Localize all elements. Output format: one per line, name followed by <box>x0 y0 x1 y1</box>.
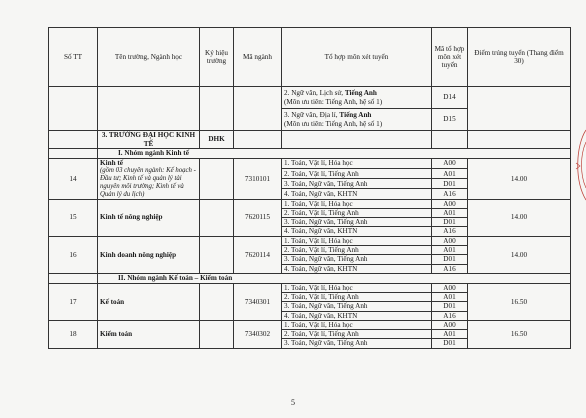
header-stt: Số TT <box>49 28 98 87</box>
subject-combo: 2. Toán, Vật lí, Tiếng Anh <box>282 245 432 254</box>
subject-combo: 3. Toán, Ngữ văn, Tiếng Anh <box>282 218 432 227</box>
combo-code: D01 <box>432 302 468 311</box>
cutoff-score: 14.00 <box>468 159 571 200</box>
subject-combo: 3. Ngữ văn, Địa lí, Tiếng Anh (Môn ưu tiên: Tiếng Anh, hệ số 1) <box>282 109 432 131</box>
header-row <box>49 28 571 87</box>
combo-code: A01 <box>432 169 468 179</box>
major-name-cell <box>98 236 200 273</box>
combo-code: D01 <box>432 339 468 348</box>
major-stt: 18 <box>49 320 98 348</box>
major-name: Kinh doanh nông nghiệp <box>100 250 177 259</box>
major-note: (gồm 03 chuyên ngành: Kế hoạch - Đầu tư; Kinh tế và quản lý tài nguyên môi trường; Kinh tế và Quản lý du lịch) <box>100 167 196 198</box>
combo-code: A16 <box>432 189 468 199</box>
subject-combo: 1. Toán, Vật lí, Hóa học <box>282 320 432 329</box>
subject-combo: 3. Toán, Ngữ văn, Tiếng Anh <box>282 302 432 311</box>
major-stt: 17 <box>49 283 98 320</box>
major-stt: 14 <box>49 159 98 200</box>
major-name: Kế toán <box>100 297 125 306</box>
subject-combo: 4. Toán, Ngữ văn, KHTN <box>282 264 432 273</box>
combo-code: D01 <box>432 255 468 264</box>
major-code: 7620115 <box>234 199 282 236</box>
combo-code: A01 <box>432 330 468 339</box>
major-name-cell <box>98 199 200 236</box>
combo-code: A00 <box>432 320 468 329</box>
red-stamp-mark <box>564 120 586 210</box>
major-stt: 15 <box>49 199 98 236</box>
cutoff-score: 14.00 <box>468 199 571 236</box>
major-code: 7310101 <box>234 159 282 200</box>
subject-combo: 2. Toán, Vật lí, Tiếng Anh <box>282 169 432 179</box>
header-ky-hieu: Ký hiệu trường <box>200 28 234 87</box>
group-title: I. Nhóm ngành Kinh tế <box>98 149 571 159</box>
header-ma-to-hop: Mã tổ hợp môn xét tuyển <box>432 28 468 87</box>
combo-code: A01 <box>432 293 468 302</box>
subject-combo: 4. Toán, Ngữ văn, KHTN <box>282 189 432 199</box>
subject-combo: 3. Toán, Ngữ văn, Tiếng Anh <box>282 339 432 348</box>
subject-combo: 4. Toán, Ngữ văn, KHTN <box>282 311 432 320</box>
cutoff-score: 16.50 <box>468 320 571 348</box>
subject-combo: 2. Ngữ văn, Lịch sử, Tiếng Anh (Môn ưu tiên: Tiếng Anh, hệ số 1) <box>282 87 432 109</box>
admission-score-table <box>48 27 571 349</box>
subject-combo: 4. Toán, Ngữ văn, KHTN <box>282 227 432 236</box>
subject-combo: 2. Toán, Vật lí, Tiếng Anh <box>282 330 432 339</box>
group-title: II. Nhóm ngành Kế toán – Kiểm toán <box>98 273 571 283</box>
combo-code: A00 <box>432 236 468 245</box>
combo-code: D14 <box>432 87 468 109</box>
combo-code: A00 <box>432 159 468 169</box>
major-code: 7340301 <box>234 283 282 320</box>
major-name: Kinh tế nông nghiệp <box>100 213 163 222</box>
combo-code: A01 <box>432 208 468 217</box>
subject-combo: 1. Toán, Vật lí, Hóa học <box>282 199 432 208</box>
table-row <box>49 236 571 245</box>
combo-code: D01 <box>432 218 468 227</box>
subject-combo: 2. Toán, Vật lí, Tiếng Anh <box>282 208 432 217</box>
subject-combo: 2. Toán, Vật lí, Tiếng Anh <box>282 293 432 302</box>
combo-code: A00 <box>432 199 468 208</box>
major-name-cell <box>98 283 200 320</box>
major-name-cell <box>98 159 200 200</box>
subject-combo: 3. Toán, Ngữ văn, Tiếng Anh <box>282 179 432 189</box>
major-stt: 16 <box>49 236 98 273</box>
subject-combo: 3. Toán, Ngữ văn, Tiếng Anh <box>282 255 432 264</box>
table-row <box>49 87 571 109</box>
combo-code: A01 <box>432 245 468 254</box>
group-row <box>49 273 571 283</box>
table-row <box>49 199 571 208</box>
page-number: 5 <box>291 398 295 407</box>
table-body <box>49 87 571 349</box>
school-code: DHK <box>200 131 234 149</box>
subject-combo: 1. Toán, Vật lí, Hóa học <box>282 283 432 292</box>
header-to-hop: Tổ hợp môn xét tuyển <box>282 28 432 87</box>
header-ten-nganh: Tên trường, Ngành học <box>98 28 200 87</box>
combo-code: A00 <box>432 283 468 292</box>
major-name: Kinh tế <box>100 159 123 167</box>
school-name: 3. TRƯỜNG ĐẠI HỌC KINH TẾ <box>98 131 200 149</box>
combo-code: D01 <box>432 179 468 189</box>
combo-code: A16 <box>432 311 468 320</box>
combo-code: A16 <box>432 264 468 273</box>
table-row <box>49 283 571 292</box>
cutoff-score: 16.50 <box>468 283 571 320</box>
table-row <box>49 159 571 169</box>
header-ma-nganh: Mã ngành <box>234 28 282 87</box>
combo-code: D15 <box>432 109 468 131</box>
school-row <box>49 131 571 149</box>
cutoff-score: 14.00 <box>468 236 571 273</box>
combo-code: A16 <box>432 227 468 236</box>
table-row <box>49 320 571 329</box>
subject-combo: 1. Toán, Vật lí, Hóa học <box>282 236 432 245</box>
group-row <box>49 149 571 159</box>
major-code: 7620114 <box>234 236 282 273</box>
subject-combo: 1. Toán, Vật lí, Hóa học <box>282 159 432 169</box>
major-name: Kiểm toán <box>100 330 133 339</box>
major-code: 7340302 <box>234 320 282 348</box>
header-diem: Điểm trúng tuyển (Thang điểm 30) <box>468 28 571 87</box>
major-name-cell <box>98 320 200 348</box>
